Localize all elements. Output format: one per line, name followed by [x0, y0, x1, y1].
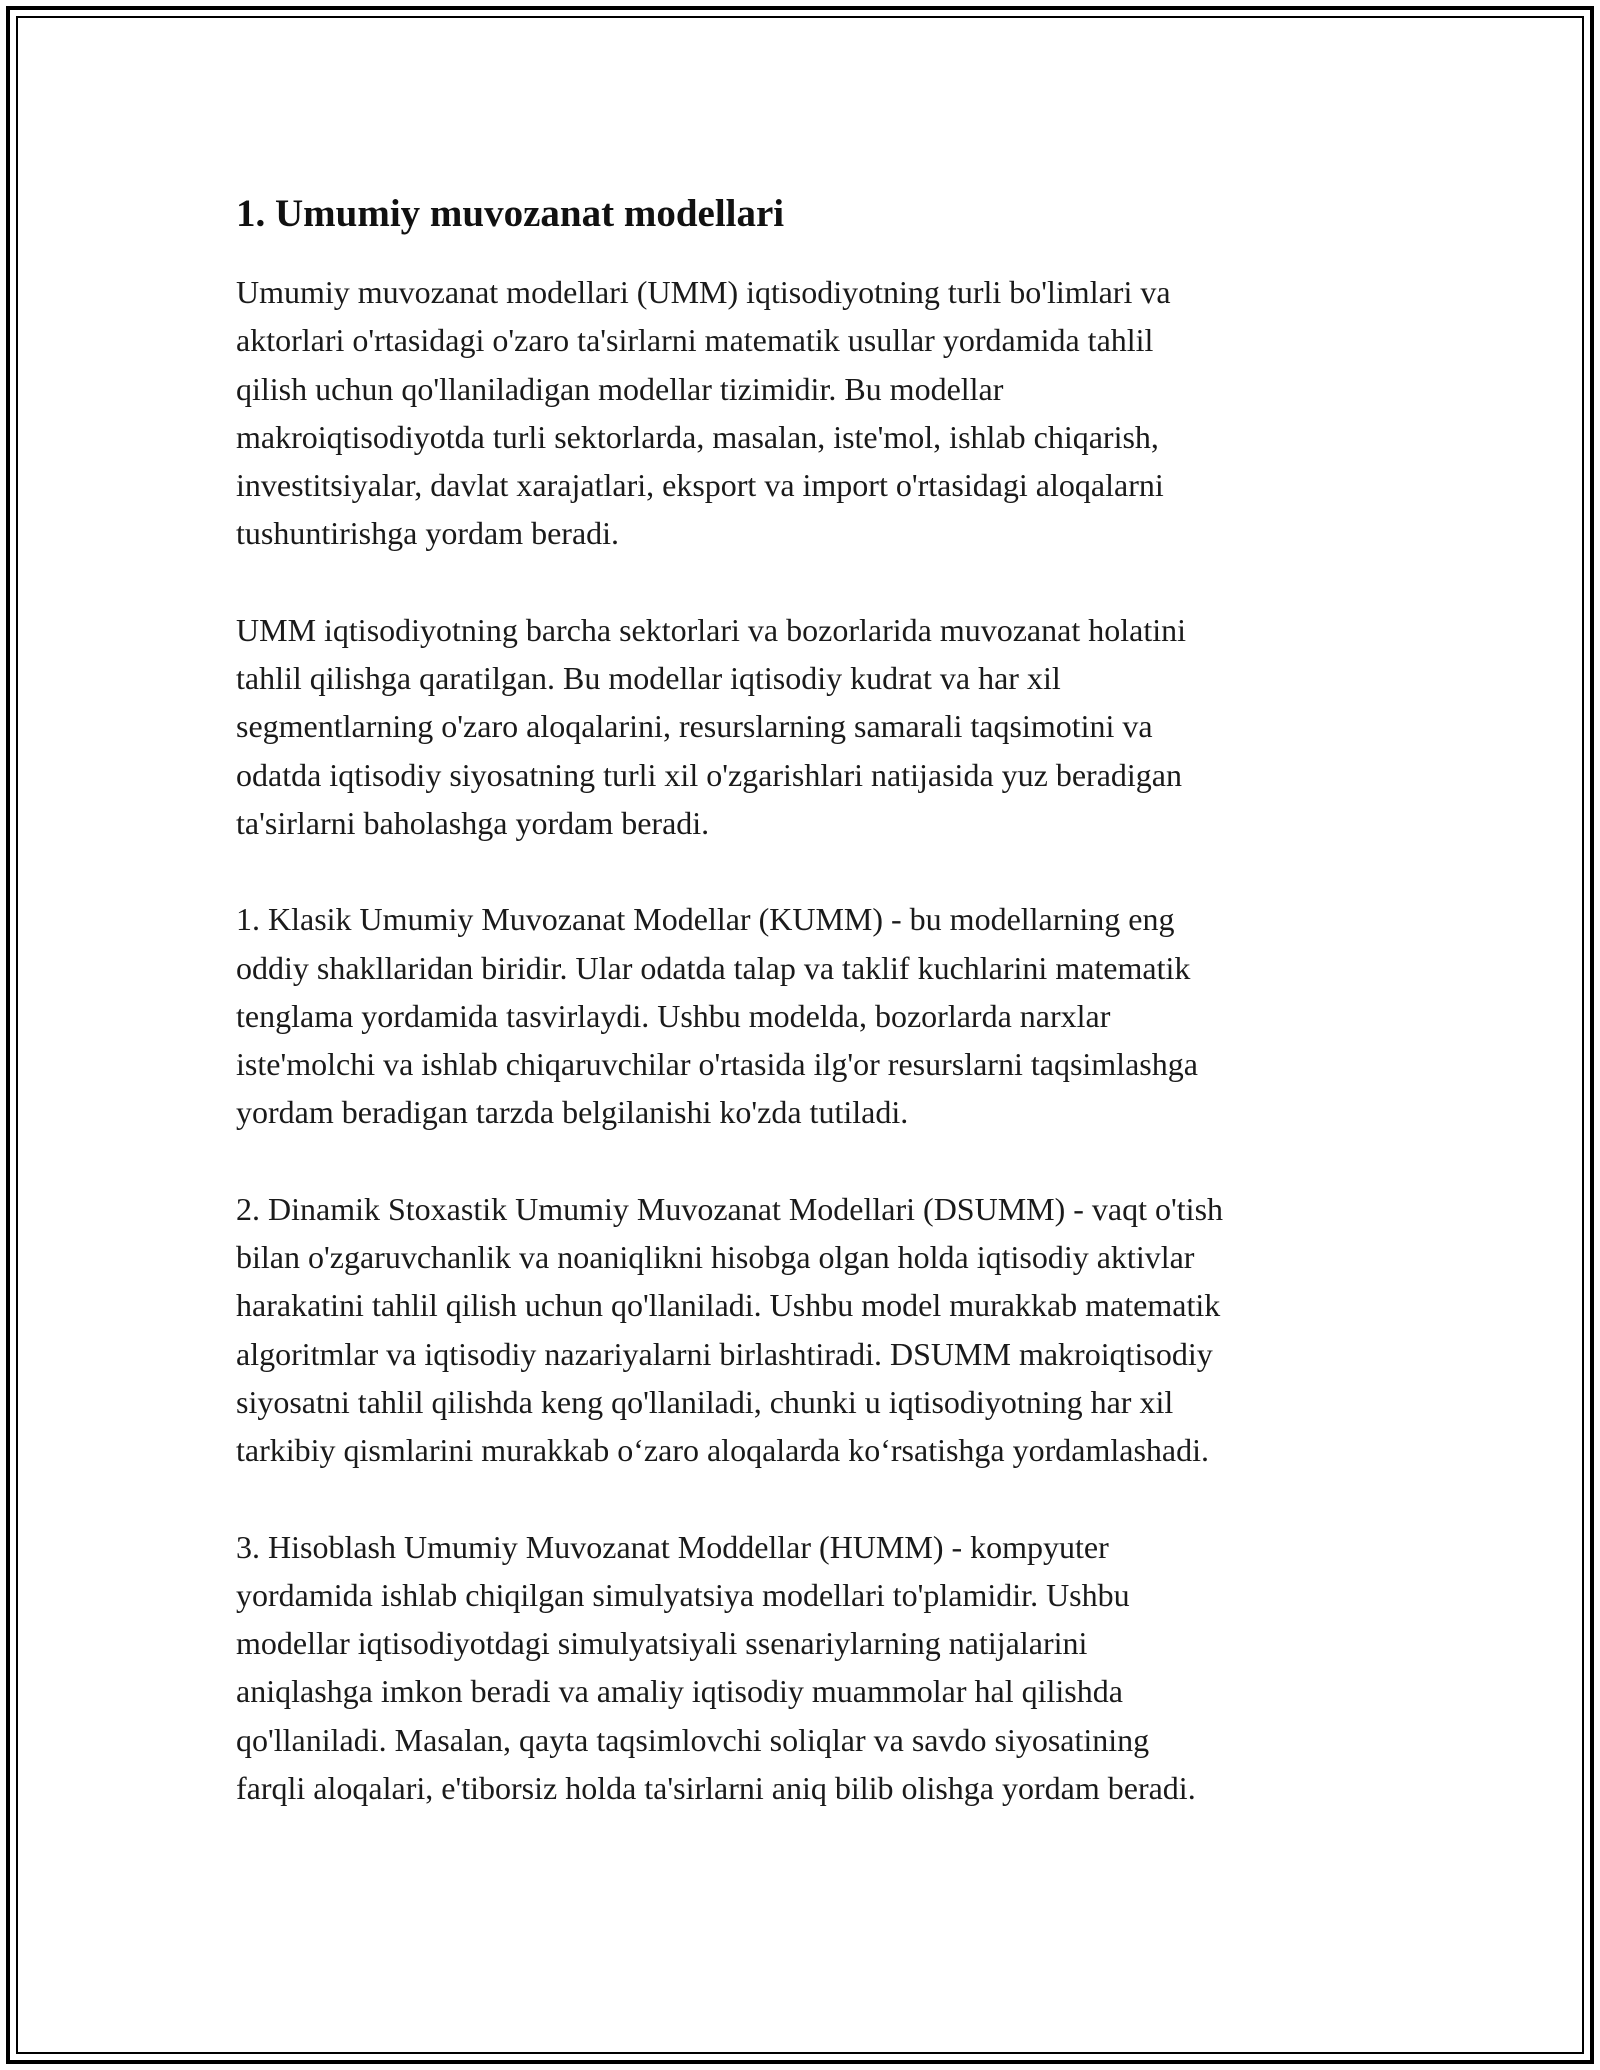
document-body: [236, 184, 1396, 1860]
section-heading: 1. Umumiy muvozanat modellari: [236, 192, 785, 235]
paragraph-umm-purpose: UMM iqtisodiyotning barcha sektorlari va bozorlarida muvozanat holatini tahlil qilishga qaratilgan. Bu modellar iqtisodiy kudrat va har xil segmentlarning o'zaro aloqalarini, resurslarning samarali taqsimotini va odatda iqtisodiy siyosatning turli xil o'zgarishlari natijasida yuz beradigan ta'sirlarni baholashga yordam beradi.: [236, 611, 1186, 841]
paragraph-kumm: 1. Klasik Umumiy Muvozanat Modellar (KUMM) - bu modellarning eng oddiy shakllaridan biridir. Ular odatda talap va taklif kuchlarini matematik tenglama yordamida tasvirlaydi. Ushbu modelda, bozorlarda narxlar iste'molchi va ishlab chiqaruvchilar o'rtasida ilg'or resurslarni taqsimlashga yordam beradigan tarzda belgilanishi ko'zda tutiladi.: [236, 901, 1198, 1131]
paragraph-dsumm: 2. Dinamik Stoxastik Umumiy Muvozanat Modellari (DSUMM) - vaqt o'tish bilan o'zgaruvchanlik va noaniqlikni hisobga olgan holda iqtisodiy aktivlar harakatini tahlil qilish uchun qo'llaniladi. Ushbu model murakkab matematik algoritmlar va iqtisodiy nazariyalarni birlashtiradi. DSUMM makroiqtisodiy siyosatni tahlil qilishda keng qo'llaniladi, chunki u iqtisodiyotning har xil tarkibiy qismlarini murakkab o‘zaro aloqalarda ko‘rsatishga yordamlashadi.: [236, 1190, 1224, 1469]
paragraph-humm: 3. Hisoblash Umumiy Muvozanat Moddellar (HUMM) - kompyuter yordamida ishlab chiqilgan simulyatsiya modellari to'plamidir. Ushbu modellar iqtisodiyotdagi simulyatsiyali ssenariylarning natijalarini aniqlashga imkon beradi va amaliy iqtisodiy muammolar hal qilishda qo'llaniladi. Masalan, qayta taqsimlovchi soliqlar va savdo siyosatining farqli aloqalari, e'tiborsiz holda ta'sirlarni aniq bilib olishga yordam beradi.: [236, 1528, 1196, 1807]
paragraph-intro: Umumiy muvozanat modellari (UMM) iqtisodiyotning turli bo'limlari va aktorlari o'rtasidagi o'zaro ta'sirlarni matematik usullar yordamida tahlil qilish uchun qo'llaniladigan modellar tizimidir. Bu modellar makroiqtisodiyotda turli sektorlarda, masalan, iste'mol, ishlab chiqarish, investitsiyalar, davlat xarajatlari, eksport va import o'rtasidagi aloqalarni tushuntirishga yordam beradi.: [236, 274, 1171, 552]
